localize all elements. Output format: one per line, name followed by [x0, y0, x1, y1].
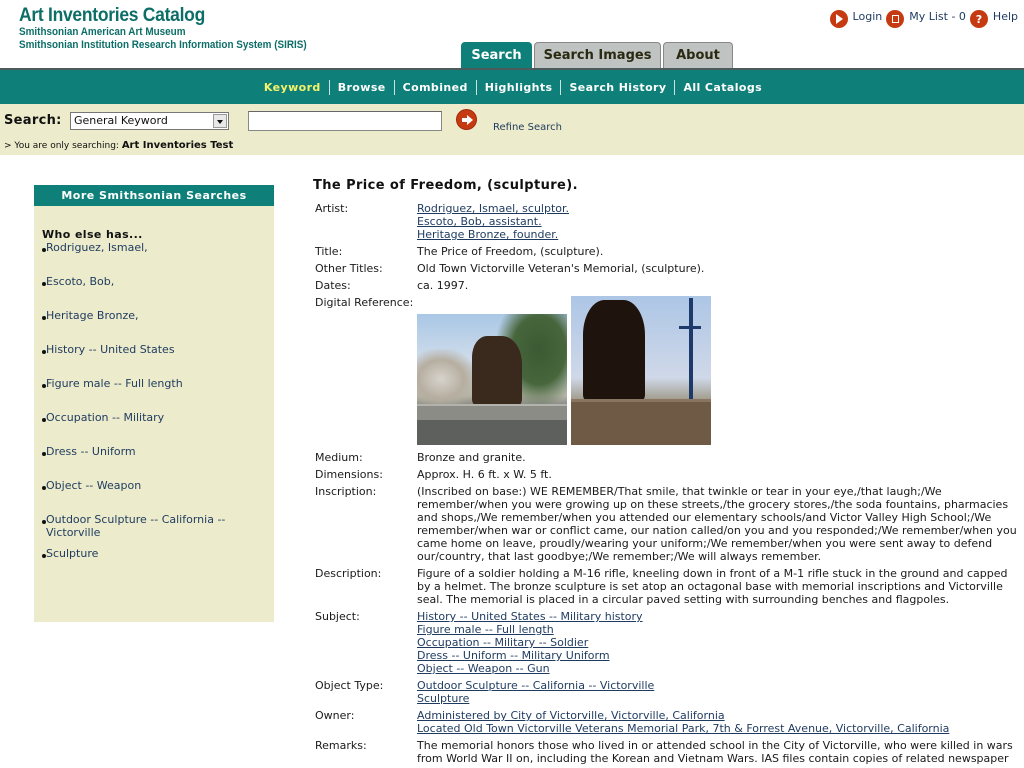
record-title: The Price of Freedom, (sculpture).	[313, 178, 578, 193]
field-label: Remarks:	[315, 739, 367, 752]
list-item	[42, 241, 274, 254]
field-value: Approx. H. 6 ft. x W. 5 ft.	[417, 468, 552, 481]
refine-search-link[interactable]: Refine Search	[493, 122, 562, 133]
more-searches-panel	[34, 185, 274, 622]
list-item	[42, 343, 274, 356]
list-item	[42, 479, 274, 492]
related-link[interactable]: History -- United States	[46, 343, 175, 356]
bullet-icon	[42, 316, 46, 320]
list-item	[42, 275, 274, 288]
field-value: ca. 1997.	[417, 279, 469, 292]
nav-combined[interactable]: Combined	[402, 80, 468, 94]
related-link[interactable]: Outdoor Sculpture -- California -- Victorville	[46, 513, 226, 539]
field-value: Figure of a soldier holding a M-16 rifle, kneeling down in front of a M-1 rifle stuck in the ground and capped by a helmet. The bronze sculpture is set atop an octagonal base with memorial inscriptions and Victorville seal. The memorial is placed in a circular paved setting with surrounding benches and flagpoles.	[417, 567, 1008, 606]
field-label: Subject:	[315, 610, 360, 623]
field-label: Artist:	[315, 202, 349, 215]
field-value	[417, 709, 1019, 735]
subject-link[interactable]: Figure male -- Full length	[417, 623, 554, 636]
search-field-select[interactable]	[70, 112, 229, 130]
search-scope-catalog: Art Inventories Test	[121, 140, 234, 151]
help-icon[interactable]: ?	[970, 10, 988, 28]
search-scope-prefix: > You are only searching:	[4, 141, 119, 151]
bullet-icon	[42, 282, 46, 286]
field-medium	[313, 451, 1019, 464]
more-searches-body	[34, 206, 274, 560]
museum-name: Smithsonian American Art Museum	[19, 26, 186, 38]
nav-search-history[interactable]: Search History	[569, 80, 667, 94]
main-tabs	[461, 42, 733, 68]
bullet-icon	[42, 350, 46, 354]
app-title[interactable]: Art Inventories Catalog	[19, 5, 205, 26]
nav-all-catalogs[interactable]: All Catalogs	[683, 80, 763, 94]
search-label: Search:	[4, 113, 62, 128]
search-go-button[interactable]	[456, 109, 477, 130]
field-value: (Inscribed on base:) WE REMEMBER/That smile, that twinkle or tear in your eye,/that laugh;/We remember/when you were growing up on these streets,/the grocery stores,/the soda fountains, pharmacies and shops,/We remember/when you attended our elementary schools/and Victor Valley High School;/We remember/when war or conflict came, our nation called/on you and you responded;/We remember/when you came home on leave, proudly/wearing your uniform;/We remember/when you were sent away to defend our/country, that last goodbye;/We remember;/We will always remember.	[417, 485, 1017, 563]
nav-keyword[interactable]: Keyword	[263, 80, 321, 94]
field-label: Dates:	[315, 279, 351, 292]
field-value	[417, 679, 1019, 705]
field-dimensions	[313, 468, 1019, 481]
help-label[interactable]: Help	[992, 9, 1018, 23]
subject-link[interactable]: Object -- Weapon -- Gun	[417, 662, 550, 675]
field-value: The memorial honors those who lived in or attended school in the City of Victorville, who were killed in wars from World War II on, including the Korean and Vietnam Wars. IAS files contain copies of related newspaper	[417, 739, 1013, 765]
related-link[interactable]: Escoto, Bob,	[46, 275, 115, 288]
header	[0, 0, 1024, 68]
record-detail	[313, 178, 1019, 768]
dropdown-arrow-icon[interactable]	[213, 114, 227, 128]
tab-about[interactable]: About	[663, 42, 733, 68]
my-list-label[interactable]: My List - 0	[909, 9, 966, 23]
search-bar	[0, 104, 1024, 155]
field-value	[417, 610, 1019, 675]
bullet-icon	[42, 418, 46, 422]
related-search-list	[42, 241, 274, 560]
nav-browse[interactable]: Browse	[337, 80, 386, 94]
login-icon[interactable]	[830, 10, 848, 28]
field-label: Object Type:	[315, 679, 384, 692]
subject-link[interactable]: Dress -- Uniform -- Military Uniform	[417, 649, 610, 662]
related-link[interactable]: Sculpture	[46, 547, 99, 560]
list-item	[42, 377, 274, 390]
related-link[interactable]: Rodriguez, Ismael,	[46, 241, 148, 254]
field-owner	[313, 709, 1019, 735]
field-digital-reference	[313, 296, 1019, 445]
my-list-link[interactable]	[886, 4, 966, 28]
field-dates	[313, 279, 1019, 292]
sculpture-image-rear[interactable]	[571, 296, 711, 445]
artist-link[interactable]: Escoto, Bob, assistant.	[417, 215, 542, 228]
field-value	[417, 202, 1019, 241]
field-label: Dimensions:	[315, 468, 383, 481]
owner-link[interactable]: Administered by City of Victorville, Victorville, California	[417, 709, 725, 722]
list-icon[interactable]	[886, 10, 904, 28]
object-type-link[interactable]: Outdoor Sculpture -- California -- Victorville	[417, 679, 655, 692]
field-value	[417, 296, 1019, 445]
search-mode-nav	[0, 68, 1024, 104]
field-remarks	[313, 739, 1019, 765]
list-item	[42, 513, 274, 539]
login-link[interactable]	[830, 4, 883, 28]
field-label: Title:	[315, 245, 343, 258]
related-link[interactable]: Object -- Weapon	[46, 479, 142, 492]
list-item	[42, 411, 274, 424]
field-inscription	[313, 485, 1019, 563]
field-label: Inscription:	[315, 485, 377, 498]
field-subject	[313, 610, 1019, 675]
field-title	[313, 245, 1019, 258]
related-link[interactable]: Occupation -- Military	[46, 411, 165, 424]
artist-link[interactable]: Rodriguez, Ismael, sculptor.	[417, 202, 570, 215]
sculpture-image-front[interactable]	[417, 314, 567, 445]
system-name: Smithsonian Institution Research Information System (SIRIS)	[19, 39, 307, 51]
field-description	[313, 567, 1019, 606]
field-label: Other Titles:	[315, 262, 383, 275]
search-field-value: General Keyword	[74, 114, 168, 127]
tab-search-images[interactable]: Search Images	[534, 42, 661, 68]
subject-link[interactable]: History -- United States -- Military history	[417, 610, 643, 623]
field-value: Bronze and granite.	[417, 451, 526, 464]
bullet-icon	[42, 452, 46, 456]
help-link[interactable]	[970, 4, 1018, 28]
object-type-link[interactable]: Sculpture	[417, 692, 470, 705]
utility-links	[830, 4, 1018, 28]
related-link[interactable]: Dress -- Uniform	[46, 445, 136, 458]
field-label: Description:	[315, 567, 382, 580]
bullet-icon	[42, 486, 46, 490]
artist-link[interactable]: Heritage Bronze, founder.	[417, 228, 559, 241]
list-item	[42, 547, 274, 560]
search-scope	[4, 140, 233, 151]
field-other-titles	[313, 262, 1019, 275]
field-object-type	[313, 679, 1019, 705]
field-label: Medium:	[315, 451, 363, 464]
related-link[interactable]: Figure male -- Full length	[46, 377, 183, 390]
field-value: The Price of Freedom, (sculpture).	[417, 245, 604, 258]
related-link[interactable]: Heritage Bronze,	[46, 309, 139, 322]
field-value: Old Town Victorville Veteran's Memorial, (sculpture).	[417, 262, 705, 275]
subject-link[interactable]: Occupation -- Military -- Soldier	[417, 636, 589, 649]
more-searches-heading: More Smithsonian Searches	[34, 185, 274, 206]
brand	[19, 6, 339, 52]
bullet-icon	[42, 520, 46, 524]
field-label: Digital Reference:	[315, 296, 414, 309]
who-else-has-label: Who else has...	[42, 228, 143, 241]
list-item	[42, 445, 274, 458]
login-label[interactable]: Login	[852, 9, 883, 23]
search-input[interactable]	[248, 111, 442, 131]
owner-link[interactable]: Located Old Town Victorville Veterans Memorial Park, 7th & Forrest Avenue, Victorville, California	[417, 722, 950, 735]
field-artist	[313, 202, 1019, 241]
field-label: Owner:	[315, 709, 355, 722]
image-thumbnails	[417, 296, 1019, 445]
nav-highlights[interactable]: Highlights	[484, 80, 553, 94]
bullet-icon	[42, 384, 46, 388]
list-item	[42, 309, 274, 322]
bullet-icon	[42, 554, 46, 558]
tab-search[interactable]: Search	[461, 42, 532, 68]
bullet-icon	[42, 248, 46, 252]
